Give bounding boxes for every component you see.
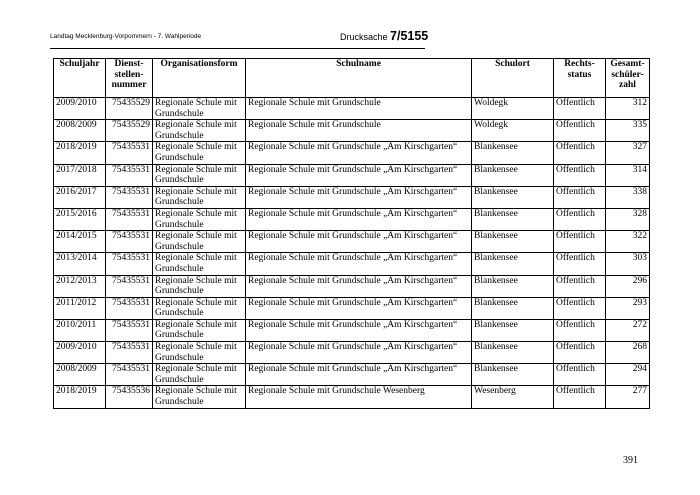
cell-schulname: Regionale Schule mit Grundschule „Am Kirschgarten“ <box>246 275 472 297</box>
cell-organisationsform: Regionale Schule mit Grundschule <box>153 120 246 142</box>
header-schulort: Schulort <box>472 59 554 98</box>
cell-dienststellennummer: 75435531 <box>106 164 153 186</box>
header-dienststellennummer: Dienst-stellen-nummer <box>106 59 153 98</box>
cell-gesamtschuelerzahl: 303 <box>606 253 650 275</box>
table-row <box>54 297 650 319</box>
table-header-row <box>54 59 650 98</box>
cell-organisationsform: Regionale Schule mit Grundschule <box>153 342 246 364</box>
cell-rechtsstatus: Öffentlich <box>554 275 606 297</box>
cell-rechtsstatus: Öffentlich <box>554 208 606 230</box>
cell-schulname: Regionale Schule mit Grundschule „Am Kirschgarten“ <box>246 364 472 386</box>
cell-organisationsform: Regionale Schule mit Grundschule <box>153 275 246 297</box>
cell-gesamtschuelerzahl: 327 <box>606 142 650 164</box>
table-row <box>54 186 650 208</box>
header-rechtsstatus: Rechts-status <box>554 59 606 98</box>
cell-schuljahr: 2017/2018 <box>54 164 106 186</box>
cell-schuljahr: 2016/2017 <box>54 186 106 208</box>
cell-schulname: Regionale Schule mit Grundschule „Am Kirschgarten“ <box>246 231 472 253</box>
cell-dienststellennummer: 75435531 <box>106 208 153 230</box>
cell-schulort: Blankensee <box>472 186 554 208</box>
cell-organisationsform: Regionale Schule mit Grundschule <box>153 386 246 408</box>
cell-dienststellennummer: 75435529 <box>106 98 153 120</box>
cell-schulname: Regionale Schule mit Grundschule <box>246 98 472 120</box>
table-row <box>54 364 650 386</box>
cell-gesamtschuelerzahl: 268 <box>606 342 650 364</box>
cell-schulort: Blankensee <box>472 253 554 275</box>
cell-schulname: Regionale Schule mit Grundschule „Am Kirschgarten“ <box>246 253 472 275</box>
cell-rechtsstatus: Öffentlich <box>554 164 606 186</box>
table-row <box>54 164 650 186</box>
table-row <box>54 120 650 142</box>
cell-schulort: Blankensee <box>472 142 554 164</box>
cell-schulort: Blankensee <box>472 342 554 364</box>
header-organisationsform: Organisationsform <box>153 59 246 98</box>
cell-dienststellennummer: 75435531 <box>106 275 153 297</box>
cell-organisationsform: Regionale Schule mit Grundschule <box>153 186 246 208</box>
cell-schulort: Woldegk <box>472 120 554 142</box>
page-number: 391 <box>623 455 638 466</box>
cell-schulname: Regionale Schule mit Grundschule <box>246 120 472 142</box>
table-row <box>54 386 650 408</box>
drucksache-label <box>340 29 428 43</box>
cell-schuljahr: 2018/2019 <box>54 386 106 408</box>
drucksache-text: Drucksache <box>340 32 391 42</box>
cell-gesamtschuelerzahl: 272 <box>606 319 650 341</box>
cell-schulort: Blankensee <box>472 275 554 297</box>
cell-gesamtschuelerzahl: 314 <box>606 164 650 186</box>
cell-organisationsform: Regionale Schule mit Grundschule <box>153 364 246 386</box>
cell-schuljahr: 2015/2016 <box>54 208 106 230</box>
cell-dienststellennummer: 75435536 <box>106 386 153 408</box>
cell-rechtsstatus: Öffentlich <box>554 98 606 120</box>
cell-gesamtschuelerzahl: 293 <box>606 297 650 319</box>
cell-schuljahr: 2012/2013 <box>54 275 106 297</box>
cell-schulname: Regionale Schule mit Grundschule „Am Kirschgarten“ <box>246 186 472 208</box>
cell-rechtsstatus: Öffentlich <box>554 186 606 208</box>
cell-schulname: Regionale Schule mit Grundschule „Am Kirschgarten“ <box>246 342 472 364</box>
cell-schuljahr: 2009/2010 <box>54 342 106 364</box>
cell-organisationsform: Regionale Schule mit Grundschule <box>153 164 246 186</box>
cell-schulort: Woldegk <box>472 98 554 120</box>
cell-schulort: Blankensee <box>472 364 554 386</box>
header-schulname: Schulname <box>246 59 472 98</box>
cell-organisationsform: Regionale Schule mit Grundschule <box>153 208 246 230</box>
cell-rechtsstatus: Öffentlich <box>554 231 606 253</box>
cell-schuljahr: 2009/2010 <box>54 98 106 120</box>
cell-schuljahr: 2011/2012 <box>54 297 106 319</box>
cell-gesamtschuelerzahl: 294 <box>606 364 650 386</box>
header-gesamtschuelerzahl: Gesamt-schüler-zahl <box>606 59 650 98</box>
cell-rechtsstatus: Öffentlich <box>554 120 606 142</box>
table-row <box>54 253 650 275</box>
drucksache-number: 7/5155 <box>390 29 429 43</box>
cell-schuljahr: 2008/2009 <box>54 120 106 142</box>
table-row <box>54 208 650 230</box>
cell-rechtsstatus: Öffentlich <box>554 364 606 386</box>
table-body <box>54 98 650 409</box>
cell-schulort: Blankensee <box>472 208 554 230</box>
cell-schulname: Regionale Schule mit Grundschule „Am Kirschgarten“ <box>246 142 472 164</box>
table-row <box>54 319 650 341</box>
cell-schulname: Regionale Schule mit Grundschule Wesenberg <box>246 386 472 408</box>
cell-rechtsstatus: Öffentlich <box>554 253 606 275</box>
document-header-left: Landtag Mecklenburg-Vorpommern - 7. Wahlperiode <box>50 33 202 40</box>
cell-dienststellennummer: 75435531 <box>106 364 153 386</box>
cell-rechtsstatus: Öffentlich <box>554 142 606 164</box>
cell-dienststellennummer: 75435531 <box>106 231 153 253</box>
cell-schulname: Regionale Schule mit Grundschule „Am Kirschgarten“ <box>246 208 472 230</box>
cell-schuljahr: 2010/2011 <box>54 319 106 341</box>
cell-gesamtschuelerzahl: 277 <box>606 386 650 408</box>
table-row <box>54 98 650 120</box>
cell-schuljahr: 2014/2015 <box>54 231 106 253</box>
school-table <box>53 58 650 409</box>
cell-schulname: Regionale Schule mit Grundschule „Am Kirschgarten“ <box>246 297 472 319</box>
cell-rechtsstatus: Öffentlich <box>554 386 606 408</box>
header-divider <box>50 48 425 49</box>
cell-schulort: Wesenberg <box>472 386 554 408</box>
cell-gesamtschuelerzahl: 338 <box>606 186 650 208</box>
table-row <box>54 231 650 253</box>
cell-dienststellennummer: 75435531 <box>106 297 153 319</box>
cell-gesamtschuelerzahl: 312 <box>606 98 650 120</box>
cell-dienststellennummer: 75435531 <box>106 253 153 275</box>
cell-organisationsform: Regionale Schule mit Grundschule <box>153 319 246 341</box>
cell-rechtsstatus: Öffentlich <box>554 342 606 364</box>
cell-schulort: Blankensee <box>472 231 554 253</box>
cell-rechtsstatus: Öffentlich <box>554 297 606 319</box>
cell-dienststellennummer: 75435529 <box>106 120 153 142</box>
cell-schuljahr: 2018/2019 <box>54 142 106 164</box>
cell-gesamtschuelerzahl: 335 <box>606 120 650 142</box>
table-row <box>54 142 650 164</box>
cell-rechtsstatus: Öffentlich <box>554 319 606 341</box>
cell-organisationsform: Regionale Schule mit Grundschule <box>153 231 246 253</box>
cell-dienststellennummer: 75435531 <box>106 142 153 164</box>
cell-gesamtschuelerzahl: 296 <box>606 275 650 297</box>
cell-organisationsform: Regionale Schule mit Grundschule <box>153 98 246 120</box>
cell-dienststellennummer: 75435531 <box>106 342 153 364</box>
cell-schulort: Blankensee <box>472 164 554 186</box>
cell-organisationsform: Regionale Schule mit Grundschule <box>153 297 246 319</box>
cell-schuljahr: 2013/2014 <box>54 253 106 275</box>
cell-schulname: Regionale Schule mit Grundschule „Am Kirschgarten“ <box>246 164 472 186</box>
cell-gesamtschuelerzahl: 328 <box>606 208 650 230</box>
table-row <box>54 342 650 364</box>
table-row <box>54 275 650 297</box>
cell-schulort: Blankensee <box>472 319 554 341</box>
cell-dienststellennummer: 75435531 <box>106 186 153 208</box>
header-schuljahr: Schuljahr <box>54 59 106 98</box>
cell-dienststellennummer: 75435531 <box>106 319 153 341</box>
cell-organisationsform: Regionale Schule mit Grundschule <box>153 142 246 164</box>
cell-organisationsform: Regionale Schule mit Grundschule <box>153 253 246 275</box>
cell-schuljahr: 2008/2009 <box>54 364 106 386</box>
cell-schulname: Regionale Schule mit Grundschule „Am Kirschgarten“ <box>246 319 472 341</box>
cell-schulort: Blankensee <box>472 297 554 319</box>
cell-gesamtschuelerzahl: 322 <box>606 231 650 253</box>
